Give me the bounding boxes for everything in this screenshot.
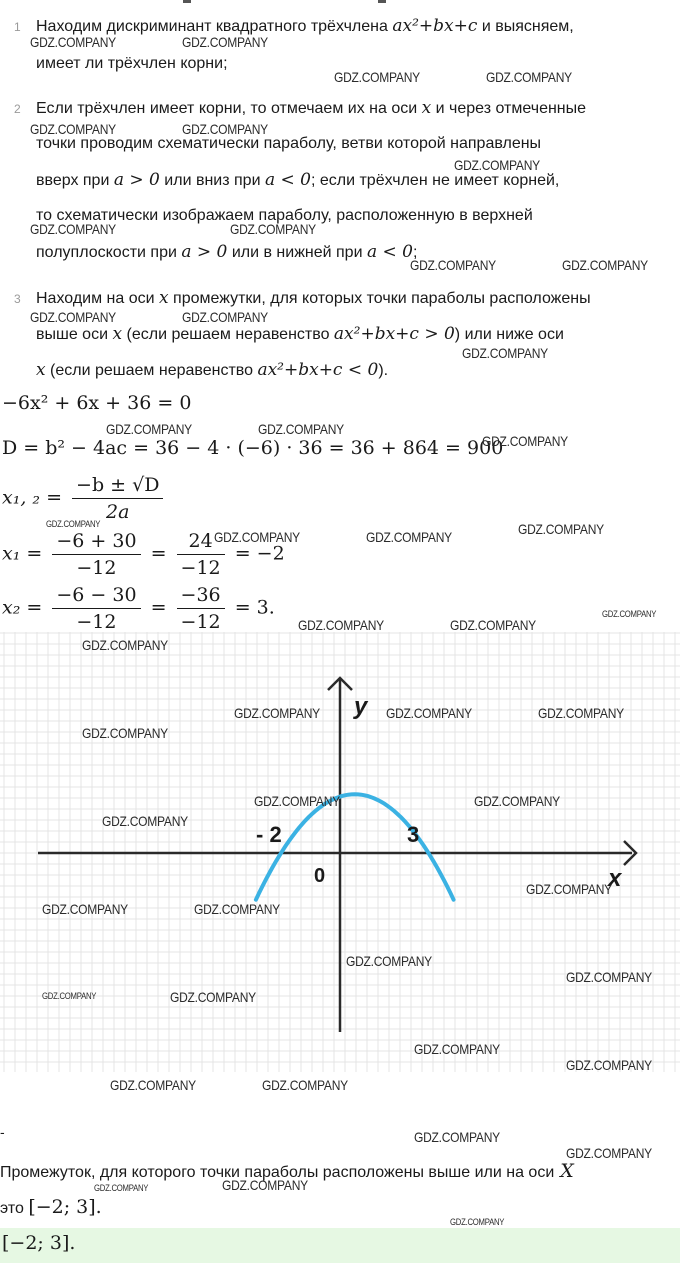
watermark-text: GDZ.COMPANY [214,529,300,545]
watermark-text: GDZ.COMPANY [42,991,97,1001]
conclusion-text: Промежуток, для которого точки параболы расположены выше или на оси X [0,1160,574,1182]
step-text-line: выше оси x (если решаем неравенство ax²+bx+c > 0) или ниже оси [36,324,564,344]
watermark-text: GDZ.COMPANY [194,901,280,917]
watermark-text: GDZ.COMPANY [30,121,116,137]
watermark-text: GDZ.COMPANY [254,793,340,809]
answer-value: [−2; 3]. [2,1232,76,1254]
watermark-text: GDZ.COMPANY [450,617,536,633]
equation-main: −6x² + 6x + 36 = 0 [2,392,192,414]
watermark-text: GDZ.COMPANY [42,901,128,917]
equation-x2: x₂ = $\frac{-6 - 30}{-12}$ = $\frac{-36}{-12}$ = 3. [2,584,275,633]
watermark-text: GDZ.COMPANY [414,1041,500,1057]
watermark-text: GDZ.COMPANY [538,705,624,721]
watermark-text: GDZ.COMPANY [298,617,384,633]
parabola-curve [256,794,454,899]
step-text-line: x (если решаем неравенство ax²+bx+c < 0). [36,360,389,380]
separator-dash: - [0,1124,5,1140]
watermark-text: GDZ.COMPANY [482,433,568,449]
watermark-text: GDZ.COMPANY [82,725,168,741]
y-axis-label: y [354,693,368,720]
x-axis-label: x [608,865,622,892]
watermark-text: GDZ.COMPANY [102,813,188,829]
watermark-text: GDZ.COMPANY [94,1183,149,1193]
equation-roots-formula: x₁, ₂ = $\frac{-b \pm √D}{2a}$ [2,474,167,523]
watermark-text: GDZ.COMPANY [30,221,116,237]
step-text-line: полуплоскости при a > 0 или в нижней при a < 0; [36,242,418,262]
watermark-text: GDZ.COMPANY [486,69,572,85]
cropped-top-fragment [183,0,191,3]
watermark-text: GDZ.COMPANY [410,257,496,273]
answer-box [0,1228,680,1263]
watermark-text: GDZ.COMPANY [110,1077,196,1093]
watermark-text: GDZ.COMPANY [234,705,320,721]
root-left-label: - 2 [256,822,282,847]
step-text-line: Находим на оси x промежутки, для которых точки параболы расположены [36,288,591,308]
watermark-text: GDZ.COMPANY [30,34,116,50]
watermark-text: GDZ.COMPANY [566,1057,652,1073]
watermark-text: GDZ.COMPANY [462,345,548,361]
watermark-text: GDZ.COMPANY [222,1177,308,1193]
step-number: 3 [14,292,21,306]
step-text-line: Если трёхчлен имеет корни, то отмечаем их на оси x и через отмеченные [36,98,587,118]
step-text-line: имеет ли трёхчлен корни; [36,55,228,72]
watermark-text: GDZ.COMPANY [450,1217,505,1227]
watermark-text: GDZ.COMPANY [566,969,652,985]
watermark-text: GDZ.COMPANY [230,221,316,237]
step-text-line: точки проводим схематически параболу, ветви которой направлены [36,135,542,152]
root-right-label: 3 [407,822,420,847]
step-number: 2 [14,102,21,116]
watermark-text: GDZ.COMPANY [182,121,268,137]
watermark-text: GDZ.COMPANY [454,157,540,173]
watermark-text: GDZ.COMPANY [30,309,116,325]
cropped-top-fragment [378,0,386,3]
watermark-text: GDZ.COMPANY [562,257,648,273]
watermark-text: GDZ.COMPANY [346,953,432,969]
watermark-text: GDZ.COMPANY [414,1129,500,1145]
watermark-text: GDZ.COMPANY [334,69,420,85]
step-number: 1 [14,20,21,34]
step-3 [0,280,680,390]
step-text-line: Находим дискриминант квадратного трёхчлена ax²+bx+c и выясняем, [36,16,574,36]
watermark-text: GDZ.COMPANY [182,309,268,325]
conclusion-interval-line: это [−2; 3]. [0,1196,102,1218]
step-text-line: вверх при a > 0 или вниз при a < 0; если трёхчлен не имеет корней, [36,170,560,190]
watermark-text: GDZ.COMPANY [566,1145,652,1161]
watermark-text: GDZ.COMPANY [170,989,256,1005]
equation-discriminant: D = b² − 4ac = 36 − 4 · (−6) · 36 = 36 + 864 = 900 [2,437,504,459]
watermark-text: GDZ.COMPANY [386,705,472,721]
watermark-text: GDZ.COMPANY [474,793,560,809]
parabola-graph [0,632,680,1077]
watermark-text: GDZ.COMPANY [106,421,192,437]
watermark-text: GDZ.COMPANY [46,519,101,529]
watermark-text: GDZ.COMPANY [526,881,612,897]
watermark-text: GDZ.COMPANY [258,421,344,437]
origin-label: 0 [314,865,326,887]
step-2 [0,90,680,270]
watermark-text: GDZ.COMPANY [262,1077,348,1093]
step-text-line: то схематически изображаем параболу, расположенную в верхней [36,207,533,224]
watermark-text: GDZ.COMPANY [518,521,604,537]
equation-x1: x₁ = $\frac{-6 + 30}{-12}$ = $\frac{24}{-12}$ = −2 [2,530,285,579]
watermark-text: GDZ.COMPANY [182,34,268,50]
watermark-text: GDZ.COMPANY [82,637,168,653]
watermark-text: GDZ.COMPANY [366,529,452,545]
watermark-text: GDZ.COMPANY [602,609,657,619]
